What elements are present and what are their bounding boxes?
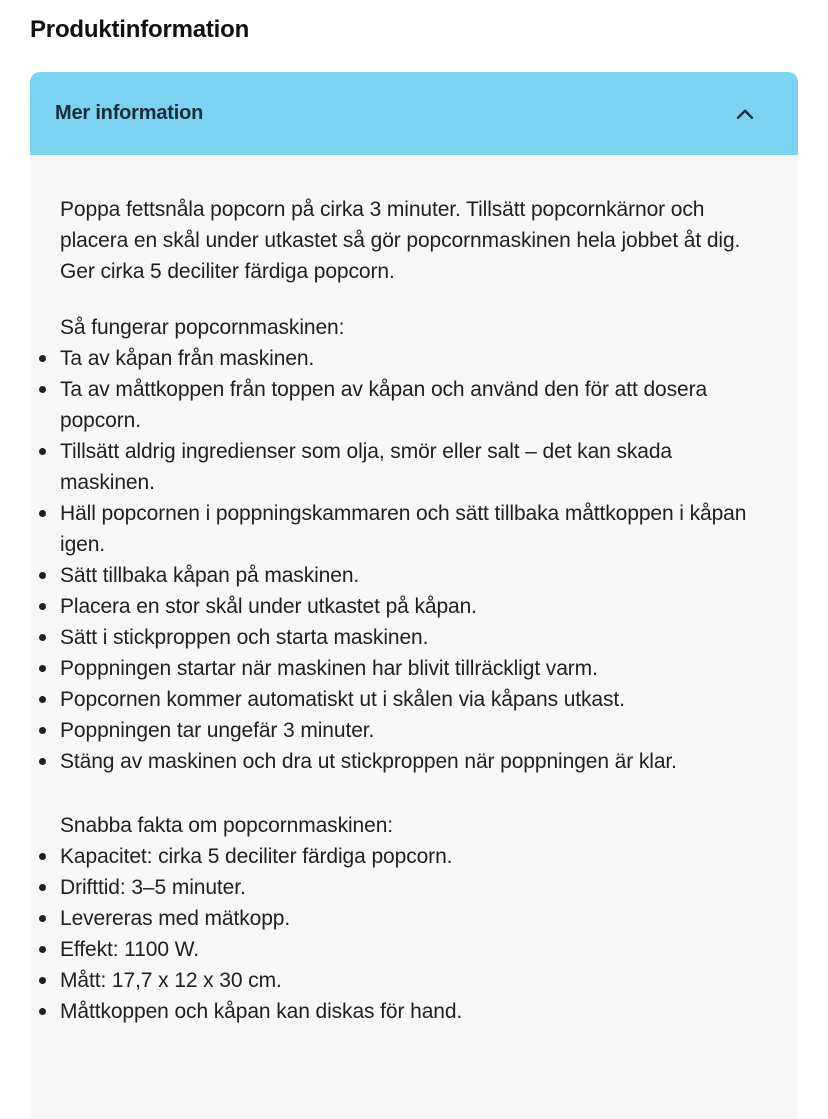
- list-item: [60, 934, 770, 965]
- list-item: [60, 746, 770, 777]
- list-item-text: Placera en stor skål under utkastet på kåpan.: [60, 595, 477, 618]
- chevron-up-icon: [732, 101, 758, 127]
- list-item: [60, 965, 770, 996]
- bullet-icon: [39, 884, 46, 891]
- bullet-icon: [39, 603, 46, 610]
- bullet-icon: [39, 946, 46, 953]
- bullet-icon: [39, 696, 46, 703]
- bullet-icon: [39, 448, 46, 455]
- bullet-icon: [39, 758, 46, 765]
- bullet-icon: [39, 1008, 46, 1015]
- bullet-icon: [39, 634, 46, 641]
- section-heading-how-it-works: Så fungerar popcornmaskinen:: [60, 316, 345, 339]
- list-item: [60, 374, 770, 436]
- list-item: [60, 436, 770, 498]
- list-item-text: Ta av kåpan från maskinen.: [60, 347, 315, 370]
- bullet-icon: [39, 386, 46, 393]
- list-item: [60, 841, 770, 872]
- list-item: [60, 560, 770, 591]
- list-item-text: Poppningen startar när maskinen har blivit tillräckligt varm.: [60, 657, 598, 680]
- list-item-text: Effekt: 1100 W.: [60, 938, 199, 961]
- list-item-text: Drifttid: 3–5 minuter.: [60, 876, 246, 899]
- list-item: [60, 715, 770, 746]
- list-item-text: Kapacitet: cirka 5 deciliter färdiga popcorn.: [60, 845, 453, 868]
- bullet-icon: [39, 355, 46, 362]
- list-item: [60, 498, 770, 560]
- list-item-text: Häll popcornen i poppningskammaren och sätt tillbaka måttkoppen i kåpan igen.: [60, 502, 747, 556]
- bullet-icon: [39, 572, 46, 579]
- intro-paragraph: Poppa fettsnåla popcorn på cirka 3 minuter. Tillsätt popcornkärnor och placera en skål under utkastet så gör popcornmaskinen hela jobbet åt dig. Ger cirka 5 deciliter färdiga popcorn.: [60, 198, 741, 283]
- bullet-icon: [39, 853, 46, 860]
- section-heading-quick-facts: Snabba fakta om popcornmaskinen:: [60, 814, 394, 837]
- quick-facts-list: [60, 841, 770, 1027]
- bullet-icon: [39, 665, 46, 672]
- list-item-text: Levereras med mätkopp.: [60, 907, 291, 930]
- more-information-accordion: [30, 72, 798, 1119]
- bullet-icon: [39, 915, 46, 922]
- list-item-text: Stäng av maskinen och dra ut stickproppen när poppningen är klar.: [60, 750, 677, 773]
- list-item-text: Tillsätt aldrig ingredienser som olja, smör eller salt – det kan skada maskinen.: [60, 440, 672, 494]
- list-item: [60, 684, 770, 715]
- accordion-content: [60, 194, 770, 1027]
- list-item-text: Sätt i stickproppen och starta maskinen.: [60, 626, 429, 649]
- list-item: [60, 343, 770, 374]
- list-item-text: Popcornen kommer automatiskt ut i skålen via kåpans utkast.: [60, 688, 625, 711]
- list-item-text: Mått: 17,7 x 12 x 30 cm.: [60, 969, 282, 992]
- bullet-icon: [39, 977, 46, 984]
- list-item: [60, 622, 770, 653]
- how-it-works-list: [60, 343, 770, 777]
- list-item-text: Ta av måttkoppen från toppen av kåpan och använd den för att dosera popcorn.: [60, 378, 708, 432]
- list-item: [60, 591, 770, 622]
- list-item: [60, 903, 770, 934]
- accordion-header-mer-information[interactable]: [30, 72, 798, 155]
- list-item: [60, 872, 770, 903]
- list-item: [60, 653, 770, 684]
- page-title: Produktinformation: [30, 16, 250, 43]
- list-item-text: Poppningen tar ungefär 3 minuter.: [60, 719, 375, 742]
- list-item-text: Måttkoppen och kåpan kan diskas för hand.: [60, 1000, 463, 1023]
- list-item-text: Sätt tillbaka kåpan på maskinen.: [60, 564, 360, 587]
- accordion-header-label: Mer information: [55, 102, 204, 124]
- list-item: [60, 996, 770, 1027]
- bullet-icon: [39, 727, 46, 734]
- accordion-body: [30, 155, 798, 1119]
- bullet-icon: [39, 510, 46, 517]
